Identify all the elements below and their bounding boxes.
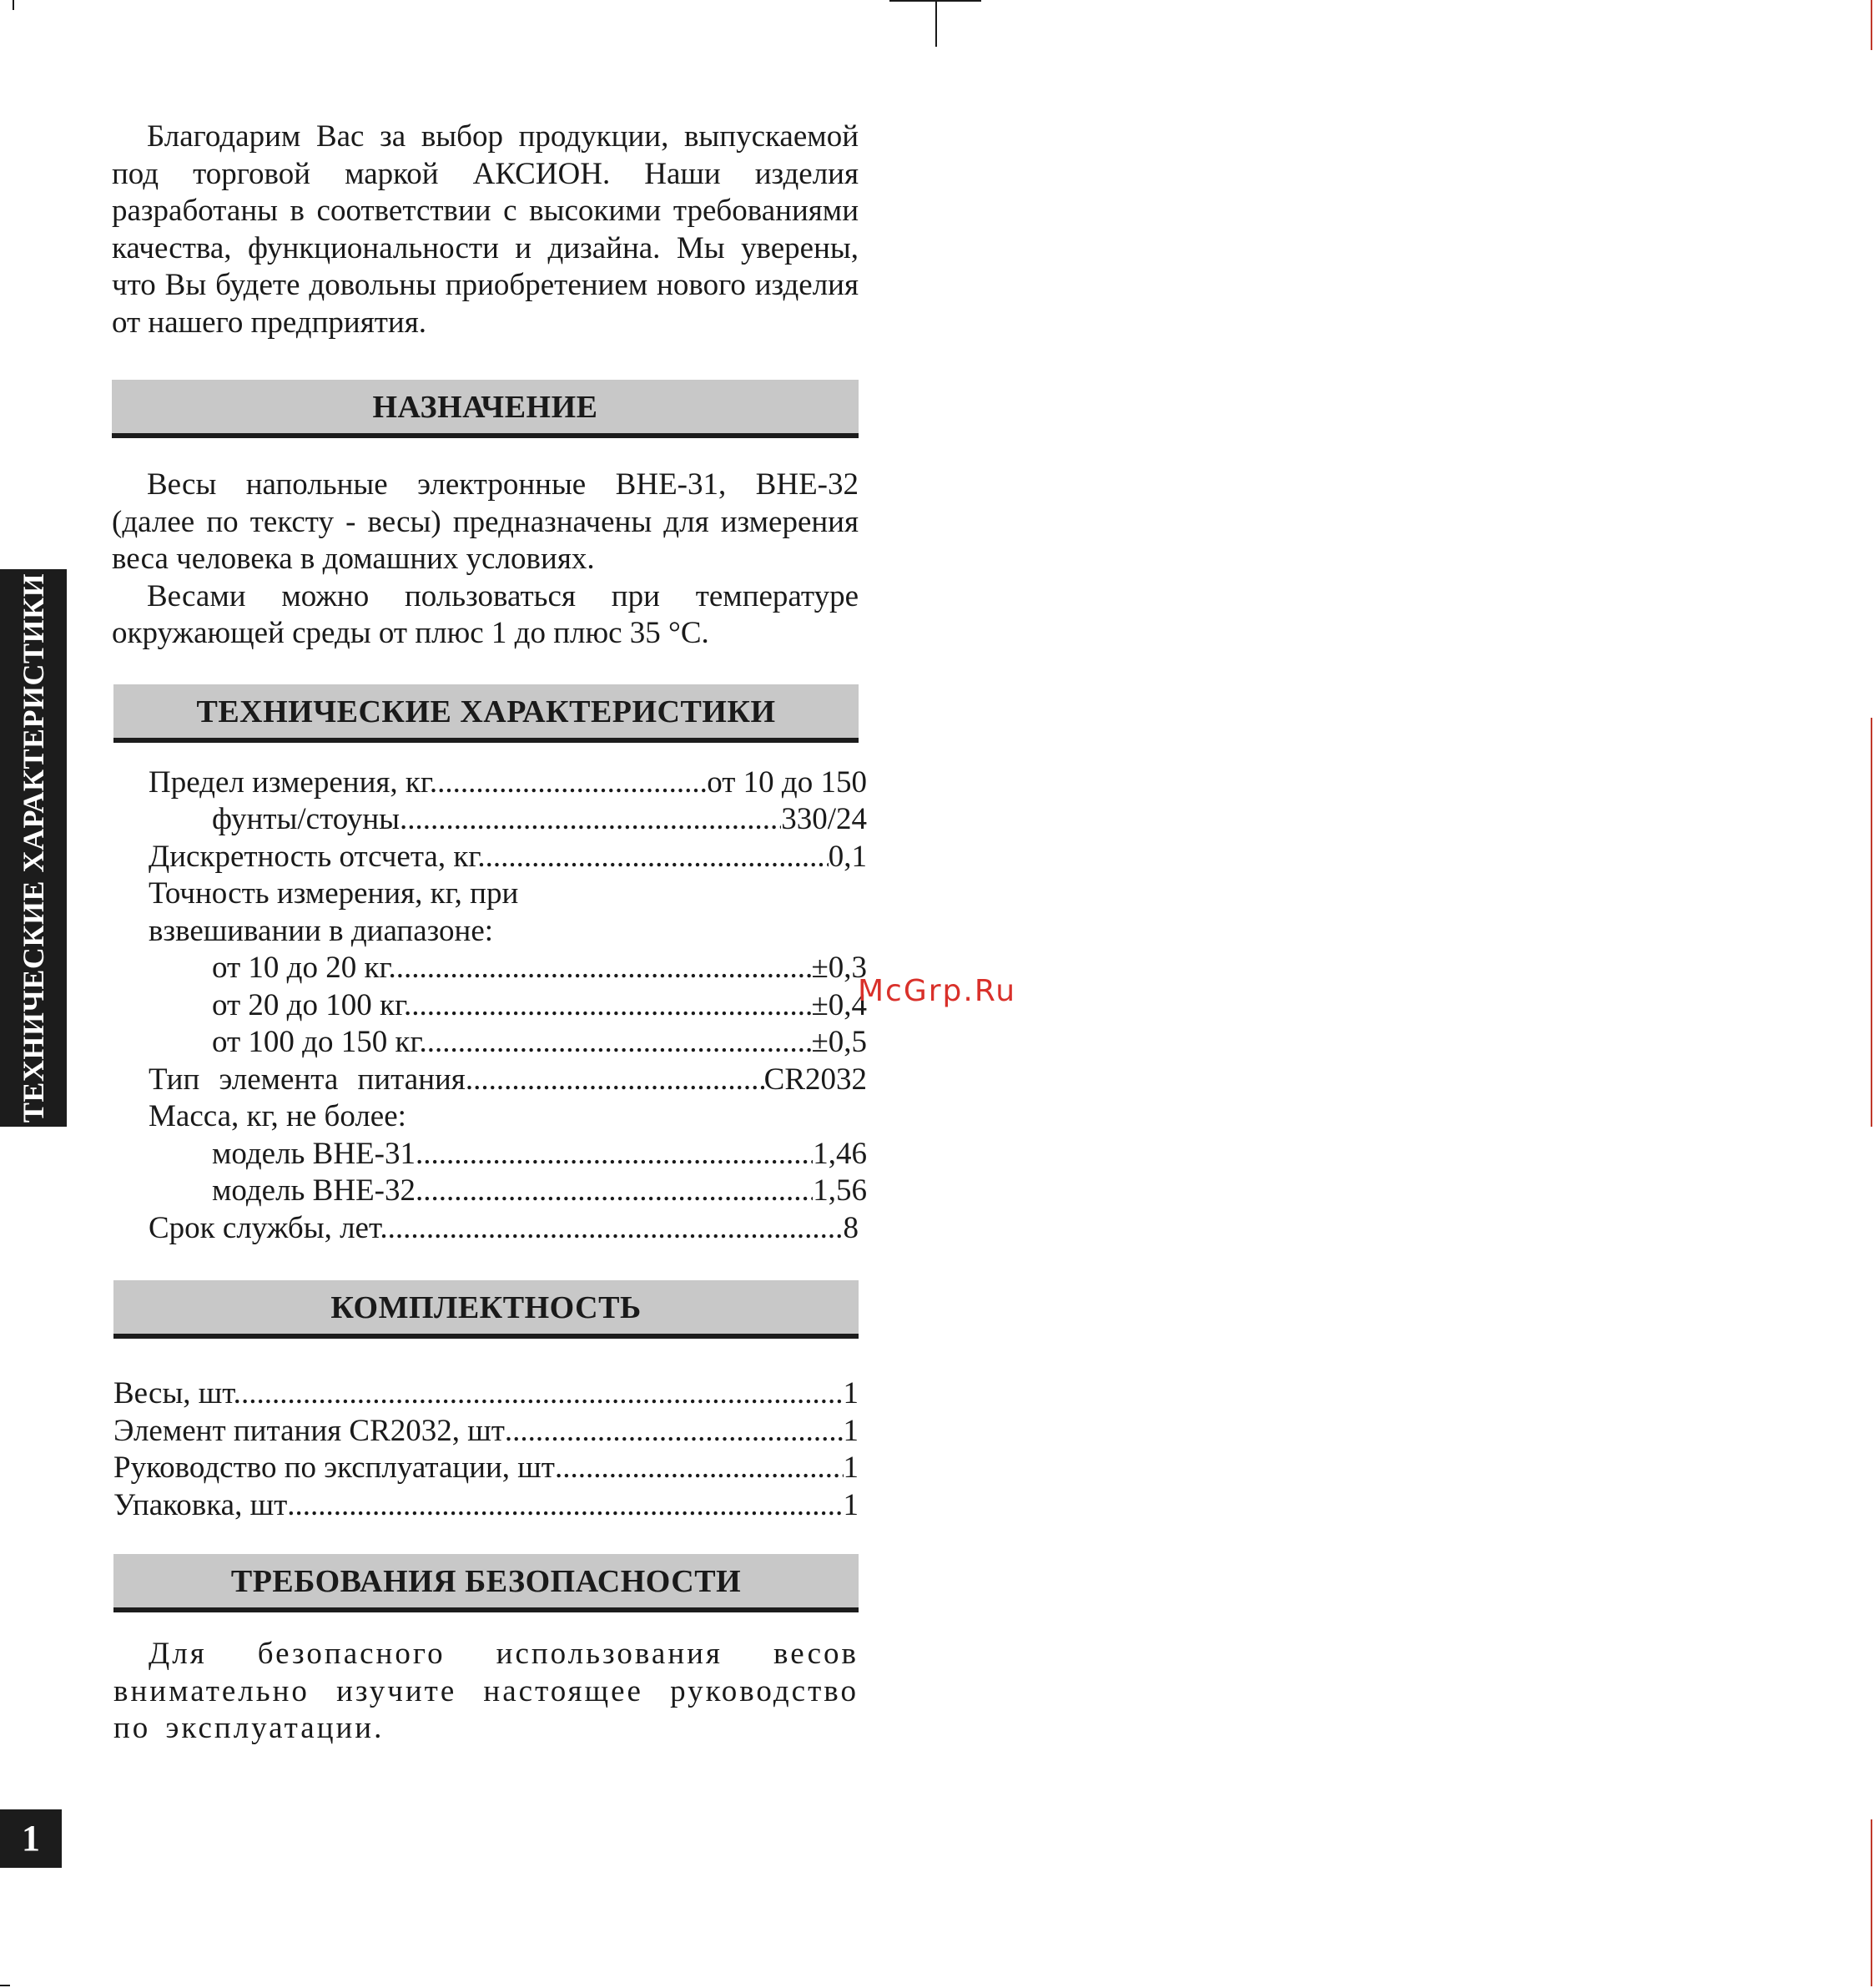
spec-row-mass-vne31: модель ВНЕ-31 ..... 1,46 xyxy=(113,1136,867,1173)
spec-row-service-life: Срок службы, лет. ..... 8 xyxy=(113,1210,859,1248)
side-section-tab-label: ТЕХНИЧЕСКИЕ ХАРАКТЕРИСТИКИ xyxy=(17,573,50,1123)
kit-row-battery: Элемент питания CR2032, шт ..... 1 xyxy=(113,1413,859,1451)
kit-row-manual: Руководство по эксплуатации, шт ..... 1 xyxy=(113,1450,859,1487)
spec-row-battery: Тип элемента питания ..... CR2032 xyxy=(113,1062,867,1099)
spec-row-accuracy-20-100: от 20 до 100 кг. ..... ±0,4 xyxy=(113,987,867,1025)
page-edge-top xyxy=(1871,0,1872,50)
side-section-tab xyxy=(0,569,67,1127)
crop-mark-top-left xyxy=(13,0,14,10)
page-number: 1 xyxy=(0,1809,62,1868)
spec-row-pounds: фунты/стоуны ..... 330/24 xyxy=(113,801,867,839)
purpose-paragraph-1: Весы напольные электронные ВНЕ-31, ВНЕ-32 (далее по тексту - весы) предназначены для измерения веса человека в домашних условиях. xyxy=(112,467,859,576)
watermark-text: McGrp.Ru xyxy=(858,974,1017,1008)
section-header-kit: КОМПЛЕКТНОСТЬ xyxy=(113,1280,859,1339)
purpose-section xyxy=(112,467,859,653)
kit-row-scales: Весы, шт. ..... 1 xyxy=(113,1375,859,1413)
spec-text-mass: Масса, кг, не более: xyxy=(149,1099,406,1133)
spec-row-resolution: Дискретность отсчета, кг. ..... 0,1 xyxy=(113,839,867,876)
kit-row-package: Упаковка, шт ..... 1 xyxy=(113,1487,859,1525)
spec-text-range-heading: взвешивании в диапазоне: xyxy=(149,913,494,948)
section-header-purpose: НАЗНАЧЕНИЕ xyxy=(112,380,859,438)
specs-list xyxy=(113,764,867,1248)
spec-row-accuracy-100-150: от 100 до 150 кг. ..... ±0,5 xyxy=(113,1024,867,1062)
page-content xyxy=(112,119,867,1748)
section-header-safety: ТРЕБОВАНИЯ БЕЗОПАСНОСТИ xyxy=(113,1554,859,1612)
crop-mark-bottom-left xyxy=(0,1985,10,1986)
spec-text-accuracy: Точность измерения, кг, при xyxy=(149,876,519,911)
spec-row-accuracy-10-20: от 10 до 20 кг. ..... ±0,3 xyxy=(113,950,867,987)
kit-list xyxy=(113,1375,859,1524)
spec-row-range: Предел измерения, кг. ..... от 10 до 150 xyxy=(113,764,867,802)
page-edge-middle xyxy=(1871,718,1872,1127)
section-header-specs: ТЕХНИЧЕСКИЕ ХАРАКТЕРИСТИКИ xyxy=(113,684,859,743)
purpose-paragraph-2: Весами можно пользоваться при температуре окружающей среды от плюс 1 до плюс 35 °С. xyxy=(112,578,859,650)
crop-mark-top-center-v xyxy=(935,0,937,47)
spec-row-mass-vne32: модель ВНЕ-32 ..... 1,56 xyxy=(113,1173,867,1210)
page-edge-bottom xyxy=(1871,1819,1872,1986)
intro-paragraph: Благодарим Вас за выбор продукции, выпускаемой под торговой маркой АКСИОН. Наши изделия разработаны в соответствии с высокими требованиями качества, функциональности и дизайна. Мы уверены, что Вы будете довольны приобретением нового изделия от нашего предприятия. xyxy=(112,119,859,340)
safety-paragraph: Для безопасного использования весов внимательно изучите настоящее руководство по эксплуатации. xyxy=(113,1637,859,1745)
